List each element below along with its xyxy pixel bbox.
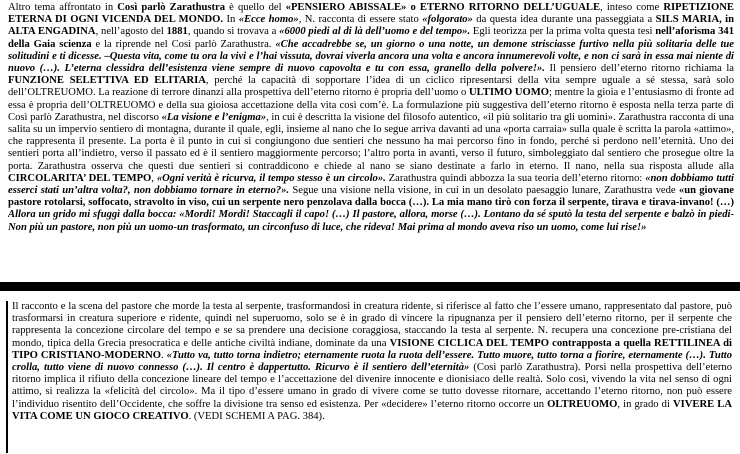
text-run: Il racconto e la scena del pastore che morde la testa al serpente, trasformandosi in creatura ridente, si riferisce al fatto che l’essere umano, rappresentato dal pastore, può trasformarsi in creatura superiore e ridente, quindi nel superuomo, solo se è in grado di vincere la ripugnanza per il pensiero dell’eterno ritorno, per il serpente che rappresenta la concezione circolare del tempo e se sa prendere una decisione coraggiosa, staccando la testa al serpente. N. recupera una concezione pre-cristiana del mondo, tipica della Grecia presocratica e delle antiche civiltà indiane, dominate da una (12, 301, 732, 349)
text-run: di (720, 337, 732, 349)
text-run: «non dobbiamo tutti esserci stati un’altra volta?, non dobbiamo tornare in eterno?». (8, 172, 734, 197)
text-run: , N. racconta di essere stato (298, 14, 423, 26)
section-divider (0, 282, 740, 291)
text-run: , perché la capacità di sopportare l’idea di un ciclico ripresentarsi della vita sempre uguale a sé stessa, sarà solo dell’OLTREUOMO. La reazione di terrore dinanzi alla prospettiva dell’eterno ritorno è propria dell’uomo o (8, 75, 734, 99)
text-run: RIPETIZIONE ETERNA DI OGNI VICENDA DEL MONDO. (8, 2, 734, 26)
text-run: ULTIMO UOMO (469, 87, 549, 99)
text-run: «Che accadrebbe se, un giorno o una notte, un demone strisciasse furtivo nella più solitaria delle tue solitudini e ti dicesse. –Questa vita, come tu ora la vivi e l’hai vissuta, dovrai viverla ancora una volta e ancora innumerevoli volte, e non ci sarà in essa mai niente di nuovo (…). L’eterna clessidra dell’esistenza viene sempre di nuovo capovolta e tu con essa, granello della polvere!». (8, 38, 734, 75)
text-run: «un giovane pastore rotolarsi, soffocato, stravolto in viso, cui un serpente nero penzolava dalla bocca (…). La mia mano tirò con forza il serpente, tirava e tirava-invano! (…) (8, 185, 734, 209)
text-run: «folgorato» (422, 14, 473, 26)
text-run: Allora un grido mi sfuggì dalla bocca: «Mordi! Mordi! Staccagli il capo! (…) Il pastore, allora, morse (…). Lontano da sé sputò la testa del serpente e balzò in piedi- Non più un pastore, non più un uomo-un trasformato, un circonfuso di luce, che rideva! Mai prima al mondo aveva riso un uomo, come lui rise!» (8, 209, 734, 233)
text-run: RETTILINEA (654, 337, 720, 349)
text-run: da questa idea durante una passeggiata a (472, 14, 656, 26)
text-run: In (223, 14, 239, 26)
text-run: OLTREUOMO (547, 398, 618, 410)
text-run: e la riprende nel Così parlò Zarathustra. (91, 38, 276, 50)
text-run: ; mentre la gioia e l’entusiasmo di fronte ad essa è propria dell’OLTREUOMO e della sua gioiosa accettazione della vita così com’è. La formulazione più suggestiva dell’eterno ritorno è esposta nella terza parte di Così parlò Zarathustra, nel discorso (8, 87, 734, 123)
text-run: Il pensiero dell’eterno ritorno richiama la (544, 63, 734, 75)
text-run: FUNZIONE SELETTIVA ED ELITARIA (8, 75, 206, 87)
text-run: Zarathustra quindi abbozza la sua teoria dell’eterno ritorno: (385, 172, 646, 184)
text-run: , quando si trovava a (187, 26, 280, 38)
text-run: Segue una visione nella visione, in cui in un desolato paesaggio lunare, Zarathustra vede (289, 185, 679, 197)
text-run: TIPO CRISTIANO-MODERNO (12, 349, 161, 361)
text-run: nell’aforisma 341 della Gaia scienza (8, 26, 734, 50)
text-run: Altro tema affrontato in (8, 2, 118, 13)
text-run: «6000 piedi al di là dell’uomo e del tempo». (279, 26, 471, 38)
text-run: è quello del (225, 2, 286, 13)
text-run: SILS MARIA, in ALTA ENGADINA (8, 14, 734, 38)
text-run: Così parlò Zarathustra (117, 2, 226, 13)
text-run: , inteso come (600, 2, 664, 13)
text-run: VIVERE LA VITA COME UN GIOCO CREATIVO (12, 398, 732, 422)
text-run: (Così parlò Zarathustra). Porsi nella prospettiva dell’eterno ritorno implica il rifiuto della concezione lineare del tempo e l’accettazione del divenire innocente e dionisiaco delle realtà. Solo così, vivendo la vita nel senso di ogni attimo, si realizza la «felicità del circolo». Ma il tipo d’essere umano in grado di vivere come se tutto dovesse ritornare, accettando l’eterno ritorno, non può essere l’individuo risentito dell’Occidente, che soffre la divisione tra senso ed esistenza. Per «decidere» l’eterno ritorno occorre un (12, 362, 732, 410)
text-run: «Ecce homo» (238, 14, 299, 26)
text-run: , (151, 172, 157, 184)
text-run: Egli teorizza per la prima volta questa tesi (470, 26, 656, 38)
text-run: «La visione e l’enigma» (161, 111, 267, 123)
text-run: «Tutto va, tutto torna indietro; eternamente ruota la ruota dell’essere. Tutto muore, tutto torna a fiorire, eternamente (…). Tutto crolla, tutto viene di nuovo connesso (…). Il centro è dappertutto. Ricurvo è il sentiero dell’eternità» (12, 349, 732, 374)
text-run: , in grado di (617, 398, 673, 410)
text-run: 1881 (166, 26, 188, 38)
text-run: . (VEDI SCHEMI A PAG. 384). (188, 410, 325, 422)
paragraph-eternal-return (8, 2, 734, 272)
text-run: VISIONE CICLICA DEL TEMPO (389, 337, 549, 349)
text-run: , in cui è descritta la visione del filosofo autentico, «il più solitario tra gli uomini». Zarathustra racconta di una salita su un impervio sentiero di montagna, durante il quale, egli, insieme al nano che lo segue arriva davanti ad una «porta carraia» sulla quale è scritta la parola «attimo», che rappresenta il presente. La porta è il punto in cui si congiungono due sentieri che nessuno ha mai percorso fino in fondo, perché si perdono nell’eternità. Uno dei sentieri porta all’indietro, verso il passato ed è il sentiero maggiormente percorso; l’altro porta in avanti, verso il futuro, simboleggiato dal sentiero che prosegue oltre la porta. Zarathustra osserva che questi due sentieri si contraddicono e chiede al nano se siano destinate a farlo in eterno. Il nano, nella sua risposta allude alla (8, 111, 734, 172)
text-run: contrapposta a quella (548, 337, 655, 349)
text-run: «Ogni verità è ricurva, il tempo stesso è un circolo». (156, 172, 386, 184)
text-run: , nell’agosto del (95, 26, 167, 38)
paragraph-shepherd-interpretation (6, 301, 732, 453)
text-run: . (160, 349, 167, 361)
text-run: «PENSIERO ABISSALE» o ETERNO RITORNO DELL’UGUALE (285, 2, 601, 13)
text-run: CIRCOLARITA’ DEL TEMPO (8, 172, 152, 184)
